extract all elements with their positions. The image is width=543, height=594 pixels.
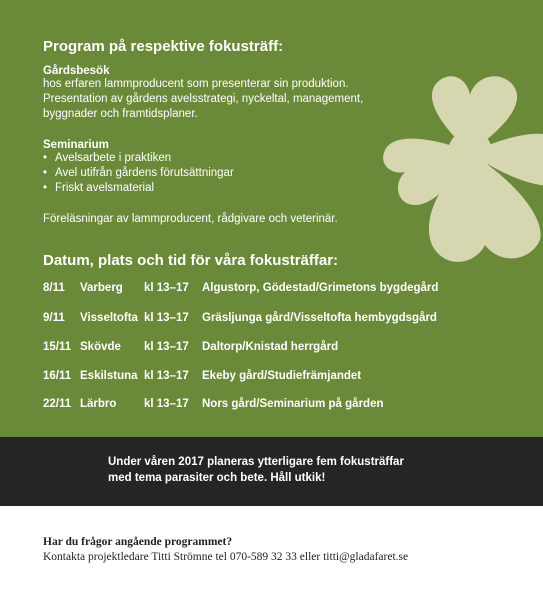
- schedule-place: Nors gård/Seminarium på gården: [202, 398, 384, 410]
- schedule-date: 8/11: [43, 282, 65, 294]
- schedule-city: Lärbro: [80, 398, 117, 410]
- program-heading: Program på respektive fokusträff:: [43, 38, 284, 55]
- schedule-city: Visseltofta: [80, 312, 138, 324]
- seminar-title: Seminarium: [43, 139, 109, 151]
- schedule-date: 15/11: [43, 341, 72, 353]
- schedule-date: 16/11: [43, 370, 72, 382]
- schedule-place: Ekeby gård/Studiefrämjandet: [202, 370, 362, 382]
- notice-line: med tema parasiter och bete. Håll utkik!: [108, 472, 326, 484]
- farm-visit-title: Gårdsbesök: [43, 65, 110, 77]
- lectures-text: Föreläsningar av lammproducent, rådgivare och veterinär.: [43, 213, 338, 225]
- seminar-block: [43, 139, 443, 196]
- schedule-time: kl 13–17: [144, 398, 189, 410]
- schedule-place: Algustorp, Gödestad/Grimetons bygdegård: [202, 282, 439, 294]
- seminar-item: • Avel utifrån gårdens förutsättningar: [43, 166, 443, 181]
- farm-visit-line: Presentation av gårdens avelsstrategi, nyckeltal, management,: [43, 93, 364, 105]
- notice-band: [0, 437, 543, 506]
- schedule-place: Daltorp/Knistad herrgård: [202, 341, 339, 353]
- schedule-date: 9/11: [43, 312, 65, 324]
- schedule-time: kl 13–17: [144, 282, 189, 294]
- contact-question: Har du frågor angående programmet?: [43, 536, 233, 548]
- seminar-list: [43, 151, 443, 196]
- farm-visit-block: [43, 65, 443, 122]
- notice-text: [108, 454, 404, 486]
- schedule-time: kl 13–17: [144, 370, 189, 382]
- schedule-city: Varberg: [80, 282, 123, 294]
- contact-footer: [43, 535, 408, 565]
- schedule-heading: Datum, plats och tid för våra fokusträffar:: [43, 252, 339, 269]
- schedule-city: Eskilstuna: [80, 370, 138, 382]
- seminar-item: • Avelsarbete i praktiken: [43, 151, 443, 166]
- contact-details: Kontakta projektledare Titti Strömne tel 070-589 32 33 eller titti@gladafaret.se: [43, 551, 409, 563]
- notice-line: Under våren 2017 planeras ytterligare fem fokusträffar: [108, 456, 404, 468]
- farm-visit-line: byggnader och framtidsplaner.: [43, 108, 198, 120]
- schedule-city: Skövde: [80, 341, 121, 353]
- seminar-item: • Friskt avelsmaterial: [43, 181, 443, 196]
- schedule-date: 22/11: [43, 398, 72, 410]
- farm-visit-line: hos erfaren lammproducent som presenterar sin produktion.: [43, 78, 349, 90]
- schedule-time: kl 13–17: [144, 312, 189, 324]
- schedule-place: Gräsljunga gård/Visseltofta hembygdsgård: [202, 312, 437, 324]
- schedule-time: kl 13–17: [144, 341, 189, 353]
